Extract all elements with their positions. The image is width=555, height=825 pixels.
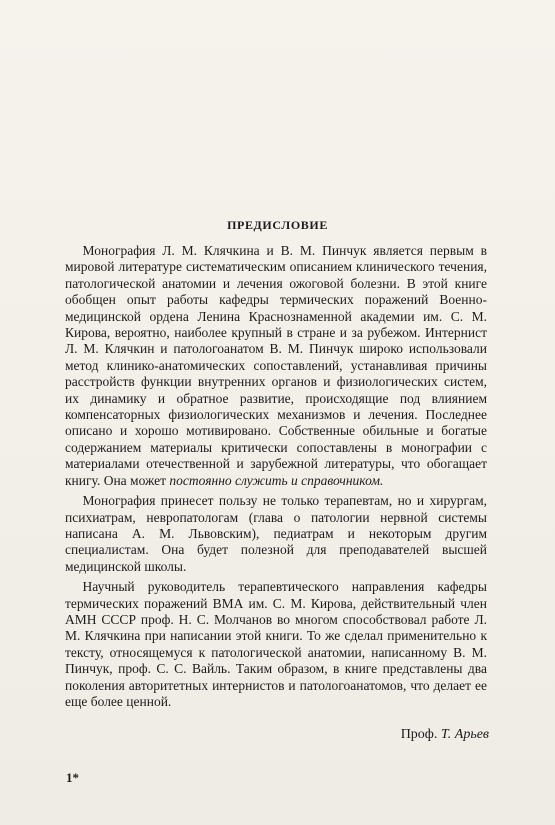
paragraph-1-text: Монография Л. М. Клячкина и В. М. Пинчук является первым в мировой литературе систематическим описанием клинического течения, патологической анатомии и лечения ожоговой болезни. В этой книге обобщен опыт работы кафедры термических поражений Военно-медицинской ордена Ленина Краснознаменной академии им. С. М. Кирова, вероятно, наиболее крупный в стране и за рубежом. Интернист Л. М. Клячкин и патологоанатом В. М. Пинчук широко использовали метод клинико-анатомических сопоставлений, устанавливая причины расстройств функции внутренних органов и физиологических систем, их динамику и обратное развитие, происходящие под влиянием компенсаторных физиологических механизмов и лечения. Последнее описано и хорошо мотивировано. Собственные обильные и богатые содержанием материалы критически сопоставлены в монографии с материалами отечественной и зарубежной литературы, что обогащает книгу. Она может [65, 243, 487, 488]
paragraph-3 [65, 579, 487, 710]
paragraph-3-text: Научный руководитель терапевтического направления кафедры термических поражений ВМА им. С. М. Кирова, действительный член АМН СССР проф. Н. С. Молчанов во многом способствовал работе Л. М. Клячкина при написании этой книги. То же сделал применительно к тексту, относящемуся к патологической анатомии, написанному В. М. Пинчук, проф. С. С. Вайль. Таким образом, в книге представлены два поколения авторитетных интернистов и патологоанатомов, что делает ее еще более ценной. [65, 579, 487, 709]
preface-body [65, 243, 487, 714]
signature-prefix: Проф. [400, 727, 438, 742]
page-marker: 1* [66, 770, 79, 785]
paragraph-1 [65, 243, 487, 489]
signature-name: Т. Арьев [440, 727, 489, 742]
paragraph-2-text: Монография принесет пользу не только терапевтам, но и хирургам, психиатрам, невропатологам (глава о патологии нервной системы написана А. М. Львовским), педиатрам и некоторым другим специалистам. Она будет полезной для преподавателей высшей медицинской школы. [65, 493, 487, 574]
paragraph-1-emphasis: постоянно служить и справочником. [169, 472, 384, 488]
paragraph-2 [65, 493, 487, 575]
signature [401, 727, 489, 743]
page-title: ПРЕДИСЛОВИЕ [227, 218, 328, 232]
